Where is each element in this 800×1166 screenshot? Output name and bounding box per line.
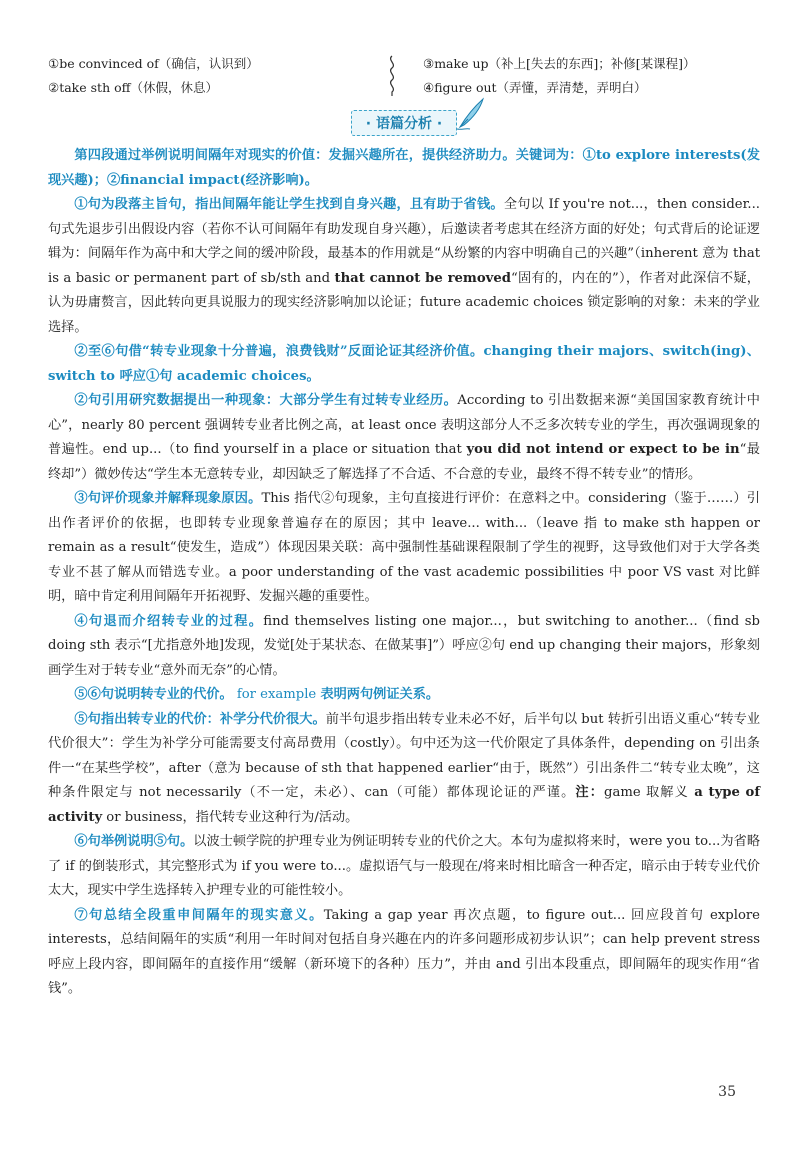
analysis-sentence-4 (48, 487, 760, 610)
highlight-heading: ②句引用研究数据提出一种现象：大部分学生有过转专业经历。 (74, 393, 458, 408)
highlight-heading: ②至⑥句借“转专业现象十分普遍，浪费钱财”反面论证其经济价值。changing their majors、switch(ing)、switch to 呼应①句 academic choices。 (48, 344, 760, 384)
body-text: This 指代②句现象，主句直接进行评价：在意料之中。considering（鉴于……）引出作者评价的依据，也即转专业现象普遍存在的原因；其中 leave... with...（leave 指 to make sth happen or remain as a result“使发生，造成”）体现因果关联：高中强制性基础课程限制了学生的视野，这导致他们对于大学各类专业不甚了解从而错选专业。a poor understanding of the vast academic possibilities 中 poor VS vast 对比鲜明，暗中肯定利用间隔年开拓视野、发掘兴趣的重要性。 (48, 491, 760, 604)
section-badge (351, 110, 457, 136)
section-title: · 语篇分析 · (365, 116, 443, 132)
analysis-sentence-9 (48, 904, 760, 1002)
analysis-sentence-5 (48, 610, 760, 684)
bold-definition: you did not intend or expect to be in (466, 442, 740, 457)
analysis-sentence-3 (48, 389, 760, 487)
section-header (48, 110, 760, 136)
body-text: “固有的，内在的”），作者对此深信不疑，认为毋庸赘言，因此转向更具说服力的现实经济影响加以论证；future academic choices 锁定影响的对象：未来的学业选择。 (48, 270, 760, 335)
swirl-divider-icon (385, 54, 399, 98)
body-text: game 取解义 (604, 785, 695, 800)
vocab-item: ①be convinced of（确信，认识到） (48, 56, 259, 71)
vocab-right (385, 52, 760, 100)
page-body (48, 52, 760, 1002)
analysis-sentence-2 (48, 340, 760, 389)
intro-paragraph (48, 144, 760, 193)
highlight-term: for example (236, 687, 317, 702)
highlight-heading: ①句为段落主旨句，指出间隔年能让学生找到自身兴趣，且有助于省钱。 (74, 197, 504, 212)
body-text: 以波士顿学院的护理专业为例证明转专业的代价之大。本句为虚拟将来时，were you to...为省略了 if 的倒装形式，其完整形式为 if you were to...。虚拟语气与一般现在/将来时相比暗含一种否定，暗示由于转专业代价太大，现实中学生选择转入护理专业的可能性较小。 (48, 834, 761, 898)
body-text: According to 引出数据来源“美国国家教育统计中心”，nearly 80 percent 强调转专业者比例之高，at least once 表明这部分人不乏多次转专业的学生，再次强调现象的普遍性。end up...（to find yourself in a place or situation that (48, 393, 760, 457)
bold-definition: that cannot be removed (334, 270, 511, 286)
analysis-sentence-6 (48, 683, 760, 708)
body-text: or business，指代转专业这种行为/活动。 (102, 809, 359, 825)
highlight-heading: ⑤⑥句说明转专业的代价。 (74, 687, 233, 702)
body-text: 前半句退步指出转专业未必不好，后半句以 but 转折引出语义重心“转专业代价很大”：学生为补学分可能需要支付高昂费用（costly）。句中还为这一代价限定了具体条件，depending on 引出条件一“在某些学校”，after（意为 because of sth that happened earlier“由于，既然”）引出条件二“转专业太晚”，这种条件限定与 not necessarily（不一定，未必）、can（可能）都体现论证的严谨。 (48, 711, 761, 800)
vocab-item: ③make up（补上[失去的东西]；补修[某课程]） (423, 56, 696, 71)
highlight-heading: ③句评价现象并解释现象原因。 (74, 491, 262, 506)
note-label: 注： (575, 785, 605, 800)
vocab-left (48, 52, 385, 100)
analysis-sentence-8 (48, 830, 760, 904)
highlight-heading: ④句退而介绍转专业的过程。 (74, 613, 264, 629)
body-text: 全句以 If you're not...，then consider...句式先退步引出假设内容（若你不认可间隔年有助发现自身兴趣），后邀读者考虑其在经济方面的好处；句式背后的论证逻辑为：间隔年作为高中和大学之间的缓冲阶段，最基本的作用就是“从纷繁的内容中明确自己的兴趣”（inherent 意为 that is a basic or permanent part of sb/sth and (48, 197, 761, 286)
vocab-block (48, 52, 760, 100)
highlight-heading: ⑤句指出转专业的代价：补学分代价很大。 (74, 711, 326, 727)
highlight-heading: ⑦句总结全段重申间隔年的现实意义。 (74, 907, 324, 923)
page-number: 35 (718, 1084, 736, 1100)
vocab-item: ②take sth off（休假，休息） (48, 80, 218, 95)
highlight-heading: ⑥句举例说明⑤句。 (74, 834, 194, 849)
bold-definition: a type of activity (48, 785, 761, 825)
body-text: Taking a gap year 再次点题，to figure out... 回应段首句 explore interests，总结间隔年的实质“利用一年时间对包括自身兴趣在内的许多问题形成初步认识”；can help prevent stress 呼应上段内容，即间隔年的直接作用“缓解（新环境下的各种）压力”，并由 and 引出本段重点，即间隔年的现实作用“省钱”。 (48, 907, 760, 996)
vocab-item: ④figure out（弄懂，弄清楚，弄明白） (423, 80, 647, 95)
intro-highlight: 第四段通过举例说明间隔年对现实的价值：发掘兴趣所在，提供经济助力。关键词为：①to explore interests(发现兴趣)；②financial impact(经济影响)。 (48, 148, 760, 188)
analysis-sentence-1 (48, 193, 760, 340)
quill-pen-icon (456, 97, 486, 131)
body-text: find themselves listing one major...，but switching to another...（find sb doing sth 表示“[尤指意外地]发现，发觉[处于某状态、在做某事]”）呼应②句 end up changing their majors，形象刻画学生对于转专业“意外而无奈”的心情。 (48, 613, 760, 678)
analysis-sentence-7 (48, 708, 760, 831)
body-text: “最终却”）微妙传达“学生本无意转专业，却因缺乏了解选择了不合适、不合意的专业，最终不得不转专业”的情形。 (48, 442, 760, 482)
highlight-heading: 表明两句例证关系。 (320, 687, 440, 702)
